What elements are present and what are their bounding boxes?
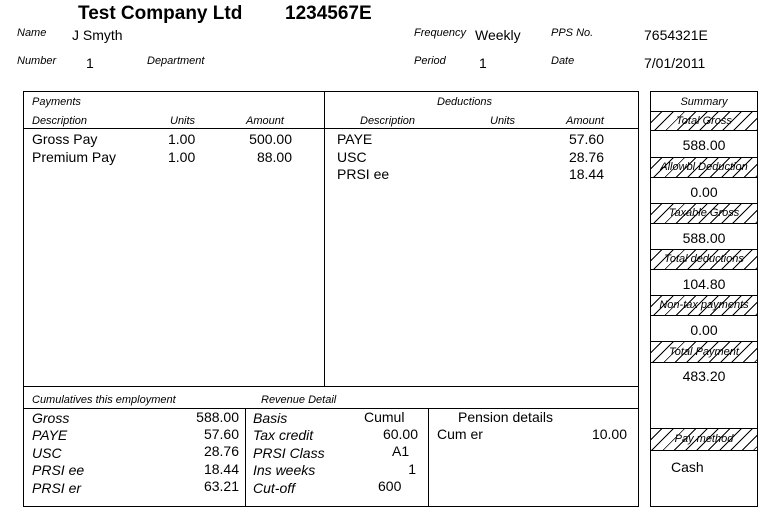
cumulatives-title: Cumulatives this employment	[32, 394, 176, 406]
summary-title: Summary	[680, 96, 728, 108]
payment-row-units: 1.00	[168, 149, 196, 165]
summary-label-non-tax-payments: Non-tax payments	[651, 295, 757, 316]
columns-header-line	[23, 128, 639, 129]
cumulative-label: PRSI er	[32, 480, 82, 496]
summary-value-total-gross: 588.00	[682, 137, 726, 153]
payments-title: Payments	[32, 96, 81, 108]
summary-label-allowable-deduction: Allowbl Deduction	[651, 157, 757, 178]
payment-row-amount: 500.00	[249, 131, 292, 147]
summary-label-pay-method: Pay method	[651, 428, 757, 451]
summary-value-non-tax-payments: 0.00	[690, 322, 718, 338]
cumulatives-top-line	[23, 386, 639, 387]
revenue-value: 600	[378, 478, 402, 494]
payment-row-amount: 88.00	[256, 149, 292, 165]
revenue-label: PRSI Class	[253, 445, 325, 461]
cumulative-value: 63.21	[203, 478, 239, 494]
payment-row-units: 1.00	[168, 131, 196, 147]
deductions-col-description: Description	[360, 115, 416, 127]
payments-deductions-divider	[324, 91, 325, 387]
deduction-row-description: PRSI ee	[337, 166, 390, 182]
payment-row-description: Premium Pay	[32, 149, 117, 165]
period-label: Period	[414, 55, 446, 67]
cumulative-value: 18.44	[203, 461, 239, 477]
payments-col-units: Units	[170, 115, 196, 127]
revenue-value: 1	[408, 461, 416, 477]
cumulatives-revenue-divider	[245, 408, 246, 507]
pension-title: Pension details	[458, 409, 553, 425]
pps-label: PPS No.	[551, 27, 594, 39]
summary-value-allowable-deduction: 0.00	[690, 184, 718, 200]
summary-label-total-payment: Total Payment	[651, 341, 757, 363]
cumulative-label: PRSI ee	[32, 462, 85, 478]
summary-value-total-deductions: 104.80	[682, 276, 726, 292]
deduction-row-amount: 57.60	[568, 131, 604, 147]
summary-label-total-gross: Total Gross	[651, 111, 757, 131]
revenue-title: Revenue Detail	[261, 394, 337, 406]
employee-number: 1	[86, 55, 94, 71]
payment-row-description: Gross Pay	[32, 131, 98, 147]
deductions-title: Deductions	[437, 96, 493, 108]
company-name: Test Company Ltd	[78, 3, 243, 24]
revenue-label: Basis	[253, 410, 288, 426]
cumulative-value: 57.60	[203, 426, 239, 442]
deduction-row-description: USC	[337, 149, 367, 165]
deduction-row-description: PAYE	[337, 131, 373, 147]
revenue-value: A1	[392, 443, 410, 459]
revenue-label: Ins weeks	[253, 462, 316, 478]
deductions-col-units: Units	[490, 115, 516, 127]
cumulative-label: Gross	[32, 410, 70, 426]
name-label: Name	[17, 27, 47, 39]
employee-name: J Smyth	[72, 27, 123, 43]
summary-label-total-deductions: Total deductions	[651, 249, 757, 270]
summary-box	[650, 91, 758, 507]
number-label: Number	[17, 55, 57, 67]
date-label: Date	[551, 55, 575, 67]
cumulative-value: 28.76	[203, 443, 239, 459]
summary-label-taxable-gross: Taxable Gross	[651, 203, 757, 224]
pps-value: 7654321E	[644, 27, 708, 43]
cumulative-label: PAYE	[32, 427, 68, 443]
pension-label: Cum er	[437, 426, 483, 442]
department-label: Department	[147, 55, 205, 67]
pension-value: 10.00	[591, 426, 627, 442]
deduction-row-amount: 28.76	[568, 149, 604, 165]
frequency-value: Weekly	[475, 27, 521, 43]
deduction-row-amount: 18.44	[568, 166, 604, 182]
revenue-value: Cumul	[364, 409, 405, 425]
payments-col-description: Description	[32, 115, 88, 127]
cumulative-label: USC	[32, 445, 62, 461]
summary-value-pay-method: Cash	[671, 459, 704, 475]
summary-value-total-payment: 483.20	[682, 368, 726, 384]
revenue-pension-divider	[428, 408, 429, 507]
frequency-label: Frequency	[414, 27, 466, 39]
payments-col-amount: Amount	[246, 115, 284, 127]
date-value: 7/01/2011	[644, 55, 706, 71]
company-number: 1234567E	[285, 3, 372, 24]
deductions-col-amount: Amount	[566, 115, 604, 127]
revenue-label: Cut-off	[253, 480, 296, 496]
revenue-value: 60.00	[382, 426, 418, 442]
summary-value-taxable-gross: 588.00	[682, 230, 726, 246]
period-value: 1	[479, 55, 487, 71]
revenue-label: Tax credit	[253, 427, 314, 443]
cumulative-value: 588.00	[196, 409, 239, 425]
